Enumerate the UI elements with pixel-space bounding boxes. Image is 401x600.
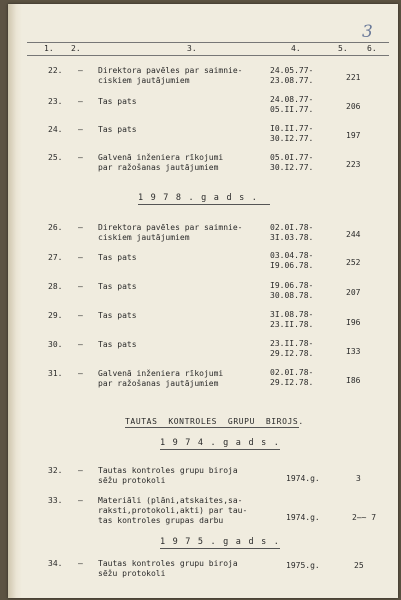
section-underline: [160, 548, 280, 549]
row-title-line: sēžu protokoli: [98, 569, 166, 578]
row-pages: I96: [346, 318, 361, 327]
row-pages: I33: [346, 347, 361, 356]
section-underline: [160, 449, 280, 450]
row-title-line: Galvenā inženiera rīkojumi: [98, 369, 224, 378]
row-date-to: 29.I2.78.: [270, 349, 314, 358]
row-title-line: Tautas kontroles grupu biroja: [98, 559, 238, 568]
row-title-line: par ražošanas jautājumiem: [98, 379, 219, 388]
row-dash: –: [78, 340, 83, 349]
row-dash: –: [78, 153, 83, 162]
row-date-from: 24.05.77-: [270, 66, 314, 75]
row-date-from: I9.06.78-: [270, 281, 314, 290]
row-title-line: tas kontroles grupas darbu: [98, 516, 224, 525]
row-date-from: 02.0I.78-: [270, 223, 314, 232]
row-pages: 197: [346, 131, 361, 140]
row-date-to: 23.II.78.: [270, 320, 314, 329]
row-number: 25.: [48, 153, 63, 162]
row-dash: –: [78, 496, 83, 505]
row-title-line: Galvenā inženiera rīkojumi: [98, 153, 224, 162]
row-number: 26.: [48, 223, 63, 232]
row-number: 23.: [48, 97, 63, 106]
row-title-line: Direktora pavēles par saimnie-: [98, 223, 243, 232]
row-year: 1974.g.: [286, 513, 320, 522]
section-heading-1974: 1 9 7 4 . g a d s .: [160, 438, 281, 448]
row-date-to: 30.I2.77.: [270, 163, 314, 172]
row-pages: 244: [346, 230, 361, 239]
row-pages: 2̶̴ 7: [352, 513, 377, 522]
row-date-to: I9.06.78.: [270, 261, 314, 270]
row-title-line: Tas pats: [98, 97, 137, 106]
row-number: 34.: [48, 559, 63, 568]
page-number: 3: [362, 22, 373, 42]
row-title-line: Tas pats: [98, 282, 137, 291]
binding-shadow: [8, 4, 22, 598]
header-col-2: 2.: [71, 44, 81, 53]
row-title-line: par ražošanas jautājumiem: [98, 163, 219, 172]
row-date-from: 24.08.77-: [270, 95, 314, 104]
header-col-3: 3.: [187, 44, 197, 53]
row-date-to: 29.I2.78.: [270, 378, 314, 387]
row-number: 24.: [48, 125, 63, 134]
row-pages: I86: [346, 376, 361, 385]
header-rule-bottom: [27, 55, 389, 56]
row-date-to: 30.I2.77.: [270, 134, 314, 143]
row-pages: 223: [346, 160, 361, 169]
row-dash: –: [78, 253, 83, 262]
row-date-from: 03.04.78-: [270, 251, 314, 260]
row-dash: –: [78, 466, 83, 475]
row-pages: 25: [354, 561, 364, 570]
row-number: 27.: [48, 253, 63, 262]
row-title-line: Materiāli (plāni,atskaites,sa-: [98, 496, 243, 505]
row-year: 1974.g.: [286, 474, 320, 483]
row-title-line: sēžu protokoli: [98, 476, 166, 485]
row-date-from: 23.II.78-: [270, 339, 314, 348]
row-date-to: 30.08.78.: [270, 291, 314, 300]
header-rule-top: [27, 42, 389, 43]
header-col-1: 1.: [44, 44, 54, 53]
row-number: 31.: [48, 369, 63, 378]
row-number: 22.: [48, 66, 63, 75]
row-dash: –: [78, 223, 83, 232]
row-title-line: raksti,protokoli,akti) par tau-: [98, 506, 248, 515]
row-title-line: Tas pats: [98, 253, 137, 262]
row-number: 32.: [48, 466, 63, 475]
row-dash: –: [78, 125, 83, 134]
row-pages: 207: [346, 288, 361, 297]
row-dash: –: [78, 97, 83, 106]
row-date-from: I0.II.77-: [270, 124, 314, 133]
row-title-line: ciskiem jautājumiem: [98, 76, 190, 85]
row-title-line: Tautas kontroles grupu biroja: [98, 466, 238, 475]
header-col-6: 6.: [367, 44, 377, 53]
row-dash: –: [78, 311, 83, 320]
row-year: 1975.g.: [286, 561, 320, 570]
row-dash: –: [78, 559, 83, 568]
row-title-line: Direktora pavēles par saimnie-: [98, 66, 243, 75]
row-date-to: 3I.03.78.: [270, 233, 314, 242]
row-date-to: 23.08.77.: [270, 76, 314, 85]
row-dash: –: [78, 282, 83, 291]
row-pages: 252: [346, 258, 361, 267]
section-heading-1975: 1 9 7 5 . g a d s .: [160, 537, 281, 547]
row-number: 30.: [48, 340, 63, 349]
row-date-from: 3I.08.78-: [270, 310, 314, 319]
row-date-from: 05.0I.77-: [270, 153, 314, 162]
section-heading-organization: TAUTAS KONTROLES GRUPU BIROJS.: [125, 417, 304, 426]
section-heading-1978: 1 9 7 8 . g a d s .: [138, 193, 259, 203]
row-number: 28.: [48, 282, 63, 291]
header-col-5: 5.: [338, 44, 348, 53]
row-pages: 206: [346, 102, 361, 111]
row-number: 29.: [48, 311, 63, 320]
row-date-to: 05.II.77.: [270, 105, 314, 114]
row-title-line: Tas pats: [98, 340, 137, 349]
row-title-line: Tas pats: [98, 125, 137, 134]
row-pages: 3: [356, 474, 361, 483]
section-underline: [125, 427, 299, 428]
section-underline: [138, 204, 270, 205]
row-number: 33.: [48, 496, 63, 505]
row-date-from: 02.0I.78-: [270, 368, 314, 377]
row-dash: –: [78, 369, 83, 378]
row-title-line: ciskiem jautājumiem: [98, 233, 190, 242]
row-title-line: Tas pats: [98, 311, 137, 320]
row-dash: –: [78, 66, 83, 75]
header-col-4: 4.: [291, 44, 301, 53]
row-pages: 221: [346, 73, 361, 82]
